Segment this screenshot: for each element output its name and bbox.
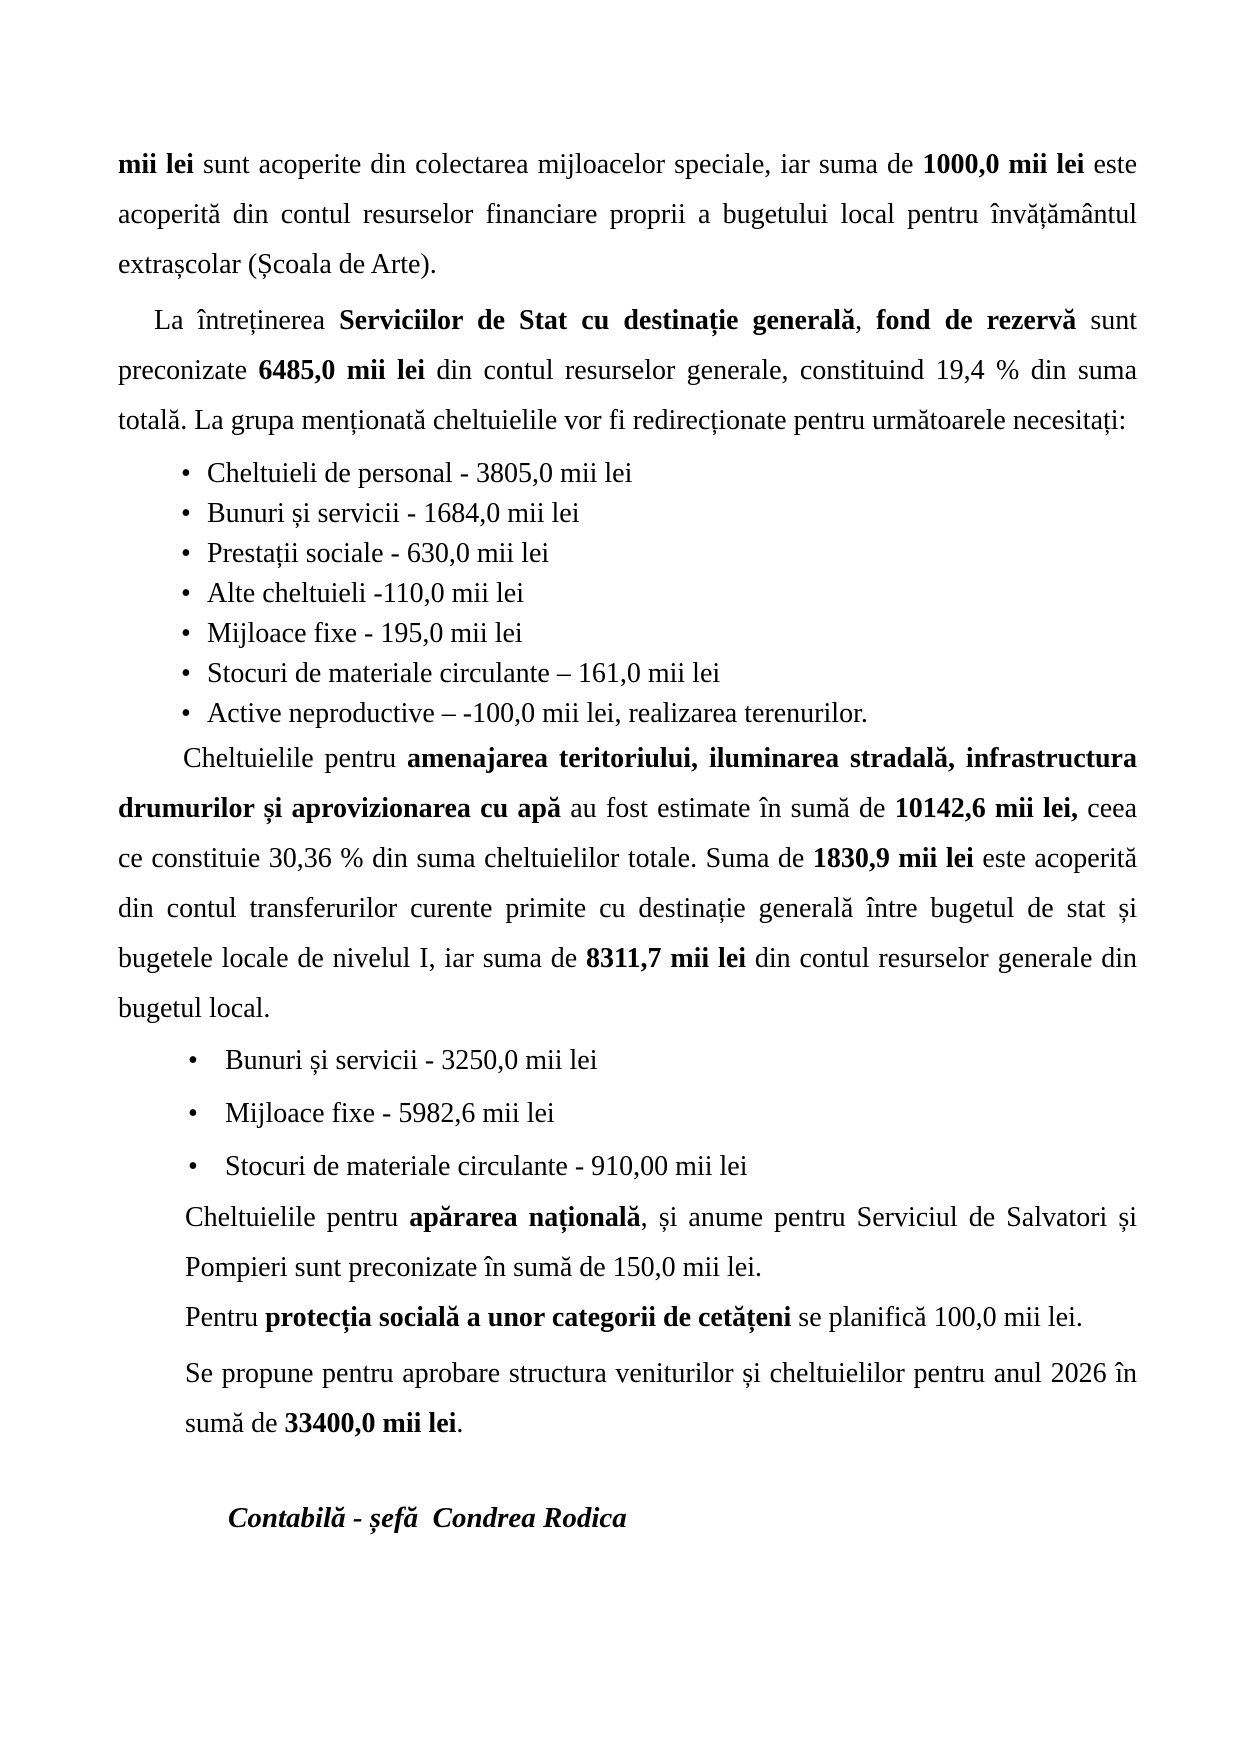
list-item xyxy=(118,574,1137,614)
bold-segment: amenajarea teritoriului, iluminarea stradală, infrastructura drumurilor și aprovizionarea cu apă xyxy=(118,743,1137,824)
text-segment: Se propune pentru aprobare structura veniturilor și cheltuielilor pentru anul 2026 în sumă de xyxy=(185,1358,1137,1439)
bold-amount: 8311,7 mii lei xyxy=(586,943,747,974)
text-segment: din contul resurselor generale din bugetul local. xyxy=(118,943,1138,1024)
expense-list-general-fund xyxy=(118,454,1137,734)
list-item xyxy=(118,694,1137,734)
list-item xyxy=(118,1140,1137,1193)
bullet-icon: • xyxy=(188,1045,198,1076)
bullet-icon: • xyxy=(188,1098,198,1129)
list-item xyxy=(118,1034,1137,1087)
bold-amount: 1000,0 mii lei xyxy=(922,149,1085,180)
list-item xyxy=(118,494,1137,534)
text-segment: este acoperită din contul transferurilor curente primite cu destinație generală între bugetul de stat și bugetele locale de nivelul I, iar suma de xyxy=(118,843,1138,974)
text-segment: Cheltuielile pentru xyxy=(183,743,407,774)
bullet-icon: • xyxy=(181,658,191,689)
bold-amount: 33400,0 mii lei xyxy=(284,1408,457,1439)
paragraph-national-defense xyxy=(185,1193,1137,1293)
list-item-text: Active neproductive – -100,0 mii lei, realizarea terenurilor. xyxy=(207,698,868,729)
text-segment: sunt preconizate xyxy=(118,305,1138,386)
paragraph-territory-infrastructure xyxy=(118,734,1137,1034)
bold-segment: mii lei xyxy=(118,149,194,180)
list-item xyxy=(118,454,1137,494)
bold-amount: 10142,6 mii lei, xyxy=(894,793,1079,824)
text-segment: Cheltuielile pentru xyxy=(185,1202,410,1233)
list-item-text: Stocuri de materiale circulante - 910,00 mii lei xyxy=(225,1151,748,1182)
paragraph-social-protection xyxy=(185,1293,1137,1343)
list-item xyxy=(118,534,1137,574)
bullet-icon: • xyxy=(181,458,191,489)
list-item xyxy=(118,1087,1137,1140)
text-segment: La întreținerea xyxy=(154,305,340,336)
list-item-text: Prestații sociale - 630,0 mii lei xyxy=(207,538,550,569)
text-segment: este acoperită din contul resurselor financiare proprii a bugetului local pentru învățământul extrașcolar (Școala de Arte). xyxy=(118,149,1138,280)
bold-amount: 1830,9 mii lei xyxy=(812,843,974,874)
bullet-icon: • xyxy=(181,498,191,529)
list-item xyxy=(118,614,1137,654)
paragraph-approval-total xyxy=(185,1349,1137,1449)
list-item-text: Mijloace fixe - 195,0 mii lei xyxy=(207,618,523,649)
list-item-text: Alte cheltuieli -110,0 mii lei xyxy=(207,578,524,609)
bullet-icon: • xyxy=(188,1151,198,1182)
list-item-text: Mijloace fixe - 5982,6 mii lei xyxy=(225,1098,555,1129)
text-segment: , și anume pentru Serviciul de Salvatori și Pompieri sunt preconizate în sumă de 150,0 mii lei. xyxy=(185,1202,1137,1283)
text-segment: . xyxy=(456,1408,464,1439)
signature-line: Contabilă - șefă Condrea Rodica xyxy=(228,1502,627,1534)
text-segment: au fost estimate în sumă de xyxy=(560,793,895,824)
text-segment: Pentru xyxy=(185,1302,266,1333)
text-segment: ceea ce constituie 30,36 % din suma cheltuielilor totale. Suma de xyxy=(118,793,1137,874)
list-item-text: Bunuri și servicii - 1684,0 mii lei xyxy=(207,498,580,529)
bold-segment: protecția socială a unor categorii de cetățeni xyxy=(265,1302,792,1333)
list-item-text: Bunuri și servicii - 3250,0 mii lei xyxy=(225,1045,598,1076)
bullet-icon: • xyxy=(181,618,191,649)
text-segment: sunt acoperite din colectarea mijloacelor speciale, iar suma de xyxy=(193,149,923,180)
bold-segment: apărarea națională xyxy=(409,1202,641,1233)
text-segment: se planifică 100,0 mii lei. xyxy=(791,1302,1083,1333)
bold-amount: 6485,0 mii lei xyxy=(258,355,426,386)
list-item-text: Stocuri de materiale circulante – 161,0 mii lei xyxy=(207,658,721,689)
list-item-text: Cheltuieli de personal - 3805,0 mii lei xyxy=(207,458,633,489)
bullet-icon: • xyxy=(181,698,191,729)
bold-segment: Serviciilor de Stat cu destinație generală xyxy=(339,305,856,336)
expense-list-infrastructure xyxy=(118,1034,1137,1193)
bullet-icon: • xyxy=(181,538,191,569)
list-item xyxy=(118,654,1137,694)
bullet-icon: • xyxy=(181,578,191,609)
bold-segment: fond de rezervă xyxy=(876,305,1077,336)
paragraph-state-services-reserve-fund xyxy=(118,296,1137,446)
text-segment: din contul resurselor generale, constituind 19,4 % din suma totală. La grupa menționată cheltuielile vor fi redirecționate pentru următoarele necesitați: xyxy=(118,355,1137,436)
paragraph-special-means xyxy=(118,140,1137,290)
text-segment: , xyxy=(855,305,877,336)
